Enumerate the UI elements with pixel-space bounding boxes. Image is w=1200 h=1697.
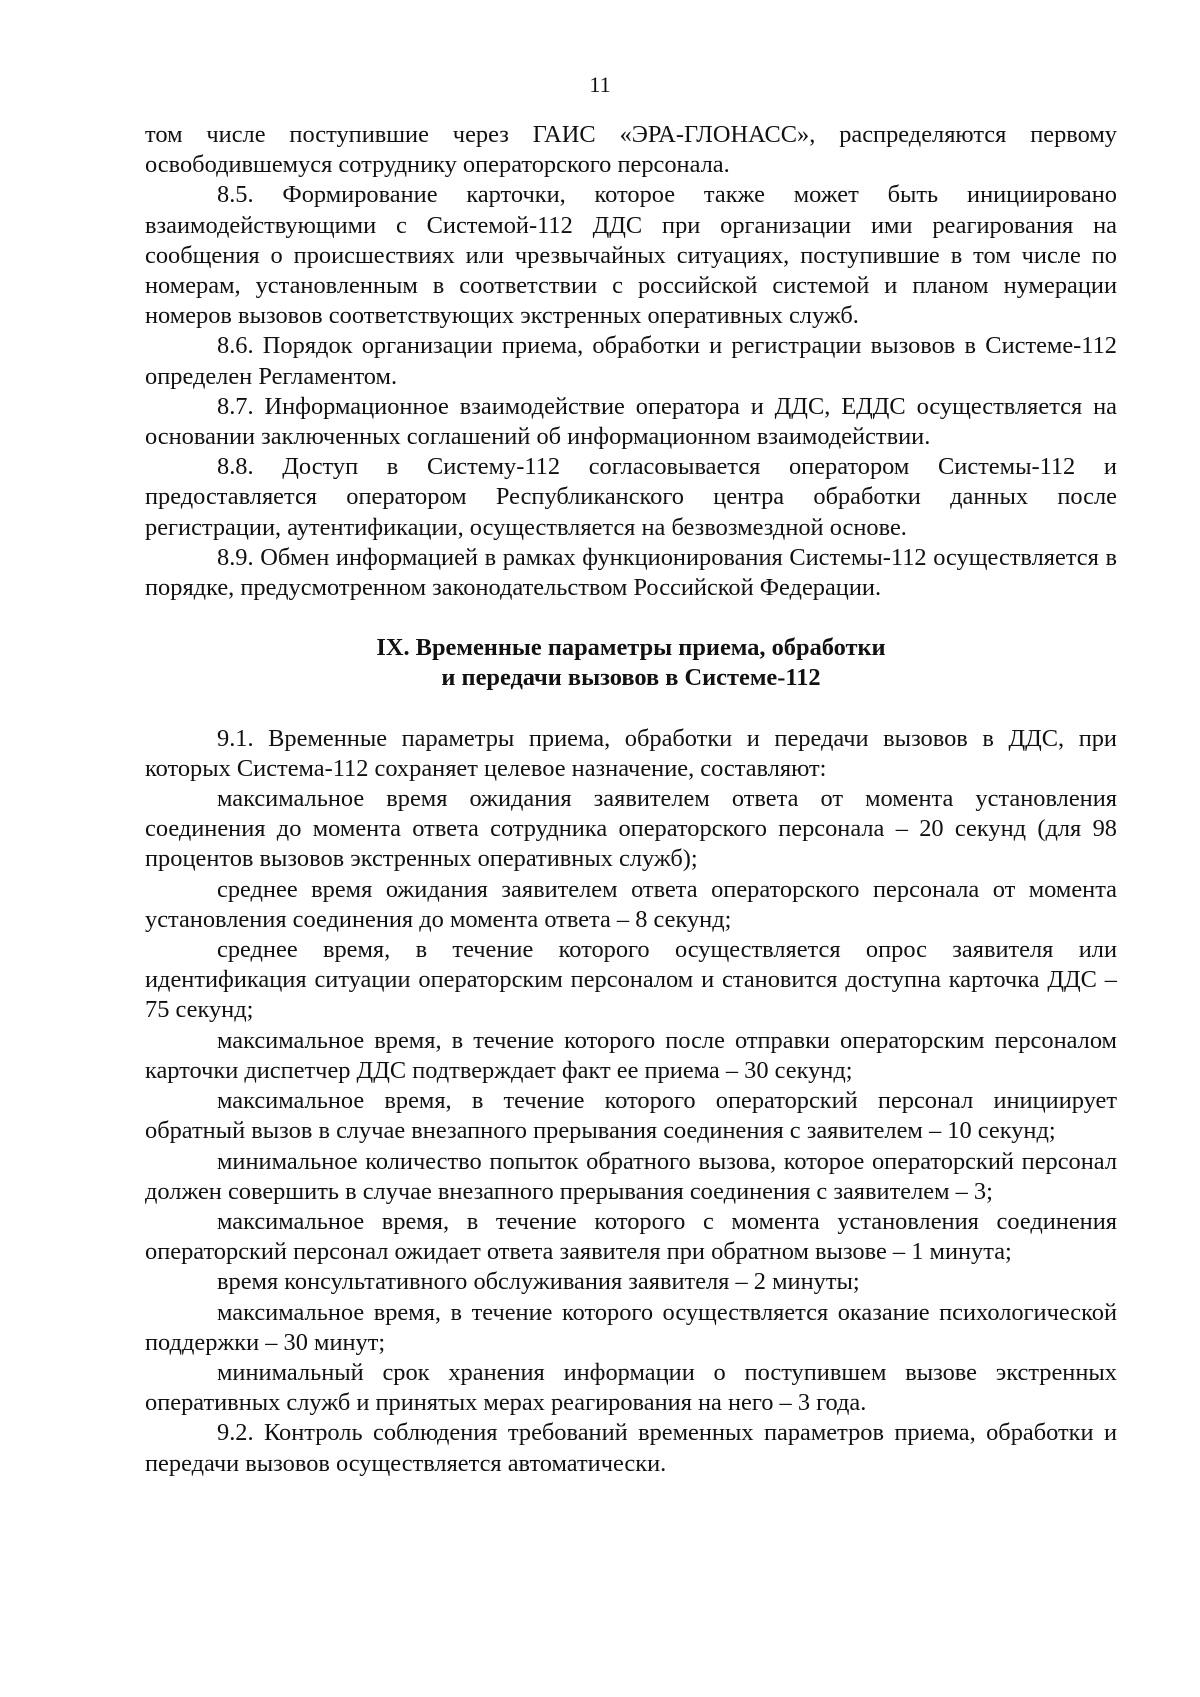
section-9-heading-line-1: IX. Временные параметры приема, обработки (376, 634, 886, 662)
paragraph-9-2: 9.2. Контроль соблюдения требований временных параметров приема, обработки и передачи вызовов осуществляется автоматически. (145, 1419, 1117, 1477)
parameter-storage-period: минимальный срок хранения информации о поступившем вызове экстренных оперативных служб и принятых мерах реагирования на него – 3 года. (145, 1358, 1117, 1417)
page-number: 11 (589, 72, 611, 97)
parameter-card-confirmation-time: максимальное время, в течение которого после отправки операторским персоналом карточки диспетчер ДДС подтверждает факт ее приема – 30 секунд; (145, 1026, 1117, 1084)
parameter-psychological-support-time: максимальное время, в течение которого осуществляется оказание психологической поддержки – 30 минут; (145, 1298, 1117, 1356)
paragraph-8-8: 8.8. Доступ в Систему-112 согласовывается оператором Системы-112 и предоставляется оператором Республиканского центра обработки данных после регистрации, аутентификации, осуществляется на безвозмездной основе. (145, 453, 1117, 541)
paragraph-9-1: 9.1. Временные параметры приема, обработки и передачи вызовов в ДДС, при которых Система-112 сохраняет целевое назначение, составляют: (145, 724, 1117, 782)
paragraph-8-4-continuation: том числе поступившие через ГАИС «ЭРА-ГЛОНАСС», распределяются первому освободившемуся сотруднику операторского персонала. (145, 121, 1117, 179)
document-body (145, 120, 1117, 1479)
section-9-heading (145, 633, 1117, 693)
parameter-avg-wait-answer: среднее время ожидания заявителем ответа операторского персонала от момента установления соединения до момента ответа – 8 секунд; (145, 875, 1117, 933)
paragraph-8-6: 8.6. Порядок организации приема, обработки и регистрации вызовов в Системе-112 определен Регламентом. (145, 332, 1117, 390)
parameter-callback-wait-time: максимальное время, в течение которого с момента установления соединения операторский персонал ожидает ответа заявителя при обратном вызове – 1 минута; (145, 1207, 1117, 1266)
paragraph-8-9: 8.9. Обмен информацией в рамках функционирования Системы-112 осуществляется в порядке, предусмотренном законодательством Российской Федерации. (145, 543, 1117, 602)
parameter-max-wait-answer: максимальное время ожидания заявителем ответа от момента установления соединения до момента ответа сотрудника операторского персонала – 20 секунд (для 98 процентов вызовов экстренных оперативных служб); (145, 785, 1117, 873)
paragraph-8-7: 8.7. Информационное взаимодействие оператора и ДДС, ЕДДС осуществляется на основании заключенных соглашений об информационном взаимодействии. (145, 392, 1117, 451)
paragraph-8-5: 8.5. Формирование карточки, которое также может быть инициировано взаимодействующими с Системой-112 ДДС при организации ими реагирования на сообщения о происшествиях или чрезвычайных ситуациях, поступившие в том числе по номерам, установленным в соответствии с российской системой и планом нумерации номеров вызовов соответствующих экстренных оперативных служб. (145, 181, 1117, 330)
parameter-callback-initiation-time: максимальное время, в течение которого операторский персонал инициирует обратный вызов в случае внезапного прерывания соединения с заявителем – 10 секунд; (145, 1087, 1117, 1145)
parameter-consultation-time: время консультативного обслуживания заявителя – 2 минуты; (217, 1268, 860, 1296)
section-9-heading-line-2: и передачи вызовов в Системе-112 (441, 664, 821, 692)
parameter-callback-attempts: минимальное количество попыток обратного вызова, которое операторский персонал должен совершить в случае внезапного прерывания соединения с заявителем – 3; (145, 1147, 1117, 1205)
parameter-avg-survey-time: среднее время, в течение которого осуществляется опрос заявителя или идентификация ситуации операторским персоналом и становится доступна карточка ДДС – 75 секунд; (145, 936, 1117, 1024)
